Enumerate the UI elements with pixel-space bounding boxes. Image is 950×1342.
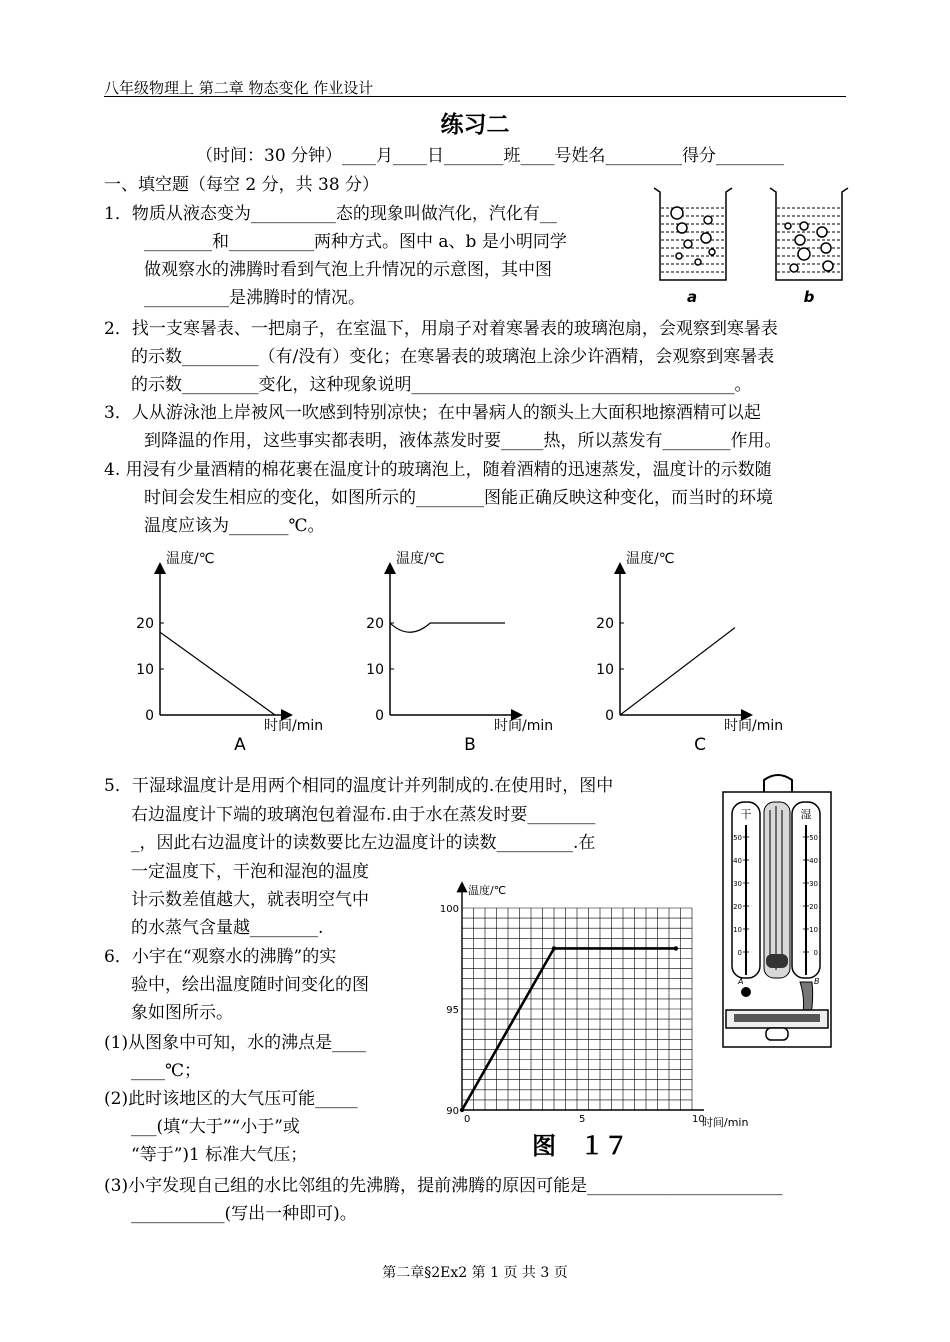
q6-sub2-line1: (2)此时该地区的大气压可能_____ <box>104 1089 358 1109</box>
fig17-ylabel: 温度/℃ <box>468 884 507 897</box>
dry-scale-label: 10 <box>733 926 742 934</box>
q1-line2: ________和__________两种方式。图中 a、b 是小明同学 <box>144 232 567 252</box>
wet-scale-label: 30 <box>809 880 818 888</box>
q6-sub1-line1: (1)从图象中可知，水的沸点是____ <box>104 1033 367 1053</box>
q1-line4: __________是沸腾时的情况。 <box>144 288 365 308</box>
graph-name-label: C <box>694 735 706 755</box>
beakers-figure <box>648 182 848 307</box>
hygrometer-figure <box>720 770 836 1052</box>
q3-line2: 到降温的作用，这些事实都表明，液体蒸发时要_____热，所以蒸发有________作用。 <box>144 431 782 451</box>
fig17-point <box>460 1108 464 1112</box>
wet-scale-label: 10 <box>809 926 818 934</box>
section-heading: 一、填空题（每空 2 分，共 38 分） <box>104 175 380 195</box>
page-footer: 第二章§2Ex2 第 1 页 共 3 页 <box>382 1265 568 1281</box>
graph-tick-label: 10 <box>366 662 384 678</box>
wet-label: 湿 <box>800 808 812 821</box>
small-graphs <box>130 545 850 760</box>
fig17-xlabel: 时间/min <box>702 1116 749 1129</box>
graph-tick-label: 0 <box>145 708 154 724</box>
hang-loop <box>764 775 792 792</box>
graph-series-line <box>620 628 735 715</box>
graph-name-label: A <box>234 735 246 755</box>
fig17-point <box>674 946 678 950</box>
q6-sub2-line2: ___(填“大于”“小于”或 <box>131 1117 300 1137</box>
fig17-x-tick: 10 <box>692 1114 705 1125</box>
q4-line1: 4. 用浸有少量酒精的棉花裹在温度计的玻璃泡上，随着酒精的迅速蒸发，温度计的示数随 <box>104 460 772 480</box>
q6-sub3-line2: ___________(写出一种即可)。 <box>131 1204 357 1224</box>
q3-line1: 3．人从游泳池上岸被风一吹感到特别凉快；在中暑病人的额头上大面积地擦酒精可以起 <box>104 403 761 423</box>
center-bulb <box>766 954 788 968</box>
q1-line1: 1．物质从液态变为__________态的现象叫做汽化，汽化有__ <box>104 204 557 224</box>
page-title: 练习二 <box>440 112 510 138</box>
dry-scale-label: 30 <box>733 880 742 888</box>
graph-ylabel: 温度/℃ <box>396 551 445 567</box>
info-line: （时间：30 分钟）____月____日_______班____号姓名_________得分________ <box>196 146 785 166</box>
graph-tick-label: 10 <box>136 662 154 678</box>
q6-sub1-line2: ____℃； <box>131 1061 202 1081</box>
graph-tick-label: 0 <box>375 708 384 724</box>
graph-xlabel: 时间/min <box>494 718 554 734</box>
reservoir-cap <box>766 1028 788 1040</box>
fig17-y-tick: 90 <box>446 1106 459 1117</box>
wet-scale-label: 20 <box>809 903 818 911</box>
fig17-point <box>552 946 556 950</box>
graph-series-line <box>390 623 505 632</box>
q4-line3: 温度应该为_______℃。 <box>144 516 325 536</box>
dry-scale-label: 0 <box>737 949 742 957</box>
reservoir-water <box>734 1014 820 1022</box>
graph-series-line <box>160 632 275 715</box>
graph-xlabel: 时间/min <box>264 718 324 734</box>
fig17-y-tick: 95 <box>446 1005 459 1016</box>
course-header: 八年级物理上 第二章 物态变化 作业设计 <box>104 79 374 97</box>
dry-scale-label: 50 <box>733 834 742 842</box>
graph-tick-label: 20 <box>596 616 614 632</box>
dry-bulb <box>741 987 751 997</box>
wet-scale-label: 50 <box>809 834 818 842</box>
graph-xlabel: 时间/min <box>724 718 784 734</box>
fig17-caption: 图 １７ <box>532 1132 628 1160</box>
graph-tick-label: 20 <box>366 616 384 632</box>
q5-line5: 计示数差值越大，就表明空气中 <box>131 890 369 910</box>
center-cylinder <box>764 802 790 978</box>
q5-line3: _，因此右边温度计的读数要比左边温度计的读数_________.在 <box>131 833 596 853</box>
q5-line4: 一定温度下，干泡和湿泡的温度 <box>131 862 369 882</box>
graph-tick-label: 0 <box>605 708 614 724</box>
q6-sub2-line3: “等于”)1 标准大气压； <box>131 1145 308 1165</box>
dry-scale-label: 40 <box>733 857 742 865</box>
beaker-a <box>654 188 732 280</box>
q1-line3: 做观察水的沸腾时看到气泡上升情况的示意图，其中图 <box>144 260 552 280</box>
header-rule <box>104 96 846 97</box>
q5-line2: 右边温度计下端的玻璃泡包着湿布.由于水在蒸发时要________ <box>131 805 596 825</box>
graph-tick-label: 10 <box>596 662 614 678</box>
fig17-x-tick: 0 <box>464 1114 471 1125</box>
beaker-b-label: b <box>803 288 815 306</box>
q2-line3: 的示数_________变化，这种现象说明______________________________________。 <box>131 375 752 395</box>
wet-scale-label: 40 <box>809 857 818 865</box>
q6-line3: 象如图所示。 <box>131 1003 233 1023</box>
graph-tick-label: 20 <box>136 616 154 632</box>
q5-line1: 5．干湿球温度计是用两个相同的温度计并列制成的.在使用时，图中 <box>104 776 614 796</box>
right-mark: B <box>814 977 820 986</box>
fig17-x-tick: 5 <box>579 1114 586 1125</box>
graph-ylabel: 温度/℃ <box>626 551 675 567</box>
q6-line1: 6．小宇在“观察水的沸腾”的实 <box>104 947 337 967</box>
beaker-b <box>770 188 848 280</box>
q4-line2: 时间会发生相应的变化，如图所示的________图能正确反映这种变化，而当时的环境 <box>144 488 773 508</box>
dry-label: 干 <box>740 808 752 821</box>
fig17-y-tick: 100 <box>439 904 459 915</box>
left-mark: A <box>738 977 744 986</box>
q2-line2: 的示数_________（有/没有）变化；在寒暑表的玻璃泡上涂少许酒精，会观察到寒暑表 <box>131 347 775 367</box>
q5-line6: 的水蒸气含量越________. <box>131 918 324 938</box>
dry-scale-label: 20 <box>733 903 742 911</box>
graph-name-label: B <box>464 735 476 755</box>
graph-ylabel: 温度/℃ <box>166 551 215 567</box>
q2-line1: 2．找一支寒暑表、一把扇子，在室温下，用扇子对着寒暑表的玻璃泡扇，会观察到寒暑表 <box>104 319 778 339</box>
q6-line2: 验中，绘出温度随时间变化的图 <box>131 975 369 995</box>
wet-scale-label: 0 <box>813 949 818 957</box>
beaker-a-label: a <box>686 288 698 306</box>
q6-sub3-line1: (3)小宇发现自己组的水比邻组的先沸腾，提前沸腾的原因可能是_______________________ <box>104 1176 783 1196</box>
